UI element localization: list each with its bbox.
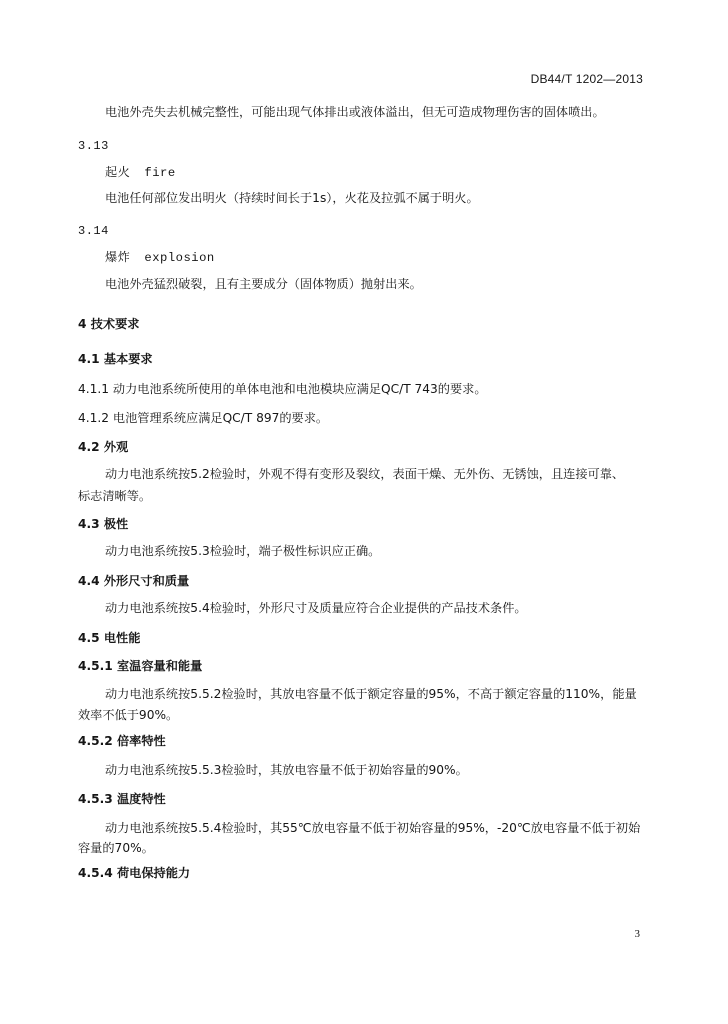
paragraph-4-5-1-line-1: 动力电池系统按5.5.2检验时，其放电容量不低于额定容量的95%，不高于额定容量的110%，能量 — [105, 687, 637, 701]
section-4-5-1-heading: 4.5.1 室温容量和能量 — [78, 659, 203, 673]
clause-4-1-2: 4.1.2 电池管理系统应满足QC/T 897的要求。 — [78, 411, 329, 425]
paragraph-4-4: 动力电池系统按5.4检验时，外形尺寸及质量应符合企业提供的产品技术条件。 — [105, 601, 527, 615]
section-4-5-4-heading: 4.5.4 荷电保持能力 — [78, 866, 191, 880]
document-id: DB44/T 1202—2013 — [530, 72, 643, 86]
term-en: fire — [144, 166, 176, 180]
definition-3-12: 电池外壳失去机械完整性，可能出现气体排出或液体溢出，但无可造成物理伤害的固体喷出。 — [105, 105, 605, 119]
section-4-heading: 4 技术要求 — [78, 317, 140, 331]
page-number: 3 — [634, 928, 640, 940]
section-4-5-heading: 4.5 电性能 — [78, 631, 141, 645]
paragraph-4-5-2: 动力电池系统按5.5.3检验时，其放电容量不低于初始容量的90%。 — [105, 763, 468, 777]
section-4-5-2-heading: 4.5.2 倍率特性 — [78, 734, 166, 748]
term-cn: 起火 — [105, 165, 131, 179]
paragraph-4-5-3-line-1: 动力电池系统按5.5.4检验时，其55℃放电容量不低于初始容量的95%，-20℃放电容量不低于初始 — [105, 821, 641, 835]
term-cn: 爆炸 — [105, 250, 131, 264]
section-4-4-heading: 4.4 外形尺寸和质量 — [78, 574, 190, 588]
paragraph-4-2-line-2: 标志清晰等。 — [78, 489, 152, 503]
definition-3-14: 电池外壳猛烈破裂，且有主要成分（固体物质）抛射出来。 — [105, 277, 422, 291]
paragraph-4-3: 动力电池系统按5.3检验时，端子极性标识应正确。 — [105, 544, 381, 558]
term-fire — [105, 164, 176, 181]
section-4-1-heading: 4.1 基本要求 — [78, 352, 153, 366]
section-4-5-3-heading: 4.5.3 温度特性 — [78, 792, 166, 806]
section-4-2-heading: 4.2 外观 — [78, 440, 129, 454]
section-4-3-heading: 4.3 极性 — [78, 517, 129, 531]
term-explosion — [105, 249, 215, 266]
paragraph-4-5-1-line-2: 效率不低于90%。 — [78, 708, 179, 722]
definition-3-13: 电池任何部位发出明火（持续时间长于1s），火花及拉弧不属于明火。 — [105, 191, 479, 205]
clause-3-14-number: 3.14 — [78, 224, 109, 238]
clause-3-13-number: 3.13 — [78, 139, 109, 153]
term-en: explosion — [144, 251, 215, 265]
paragraph-4-5-3-line-2: 容量的70%。 — [78, 841, 154, 855]
clause-4-1-1: 4.1.1 动力电池系统所使用的单体电池和电池模块应满足QC/T 743的要求。 — [78, 382, 487, 396]
paragraph-4-2-line-1: 动力电池系统按5.2检验时，外观不得有变形及裂纹，表面干燥、无外伤、无锈蚀，且连接可靠、 — [105, 467, 625, 481]
